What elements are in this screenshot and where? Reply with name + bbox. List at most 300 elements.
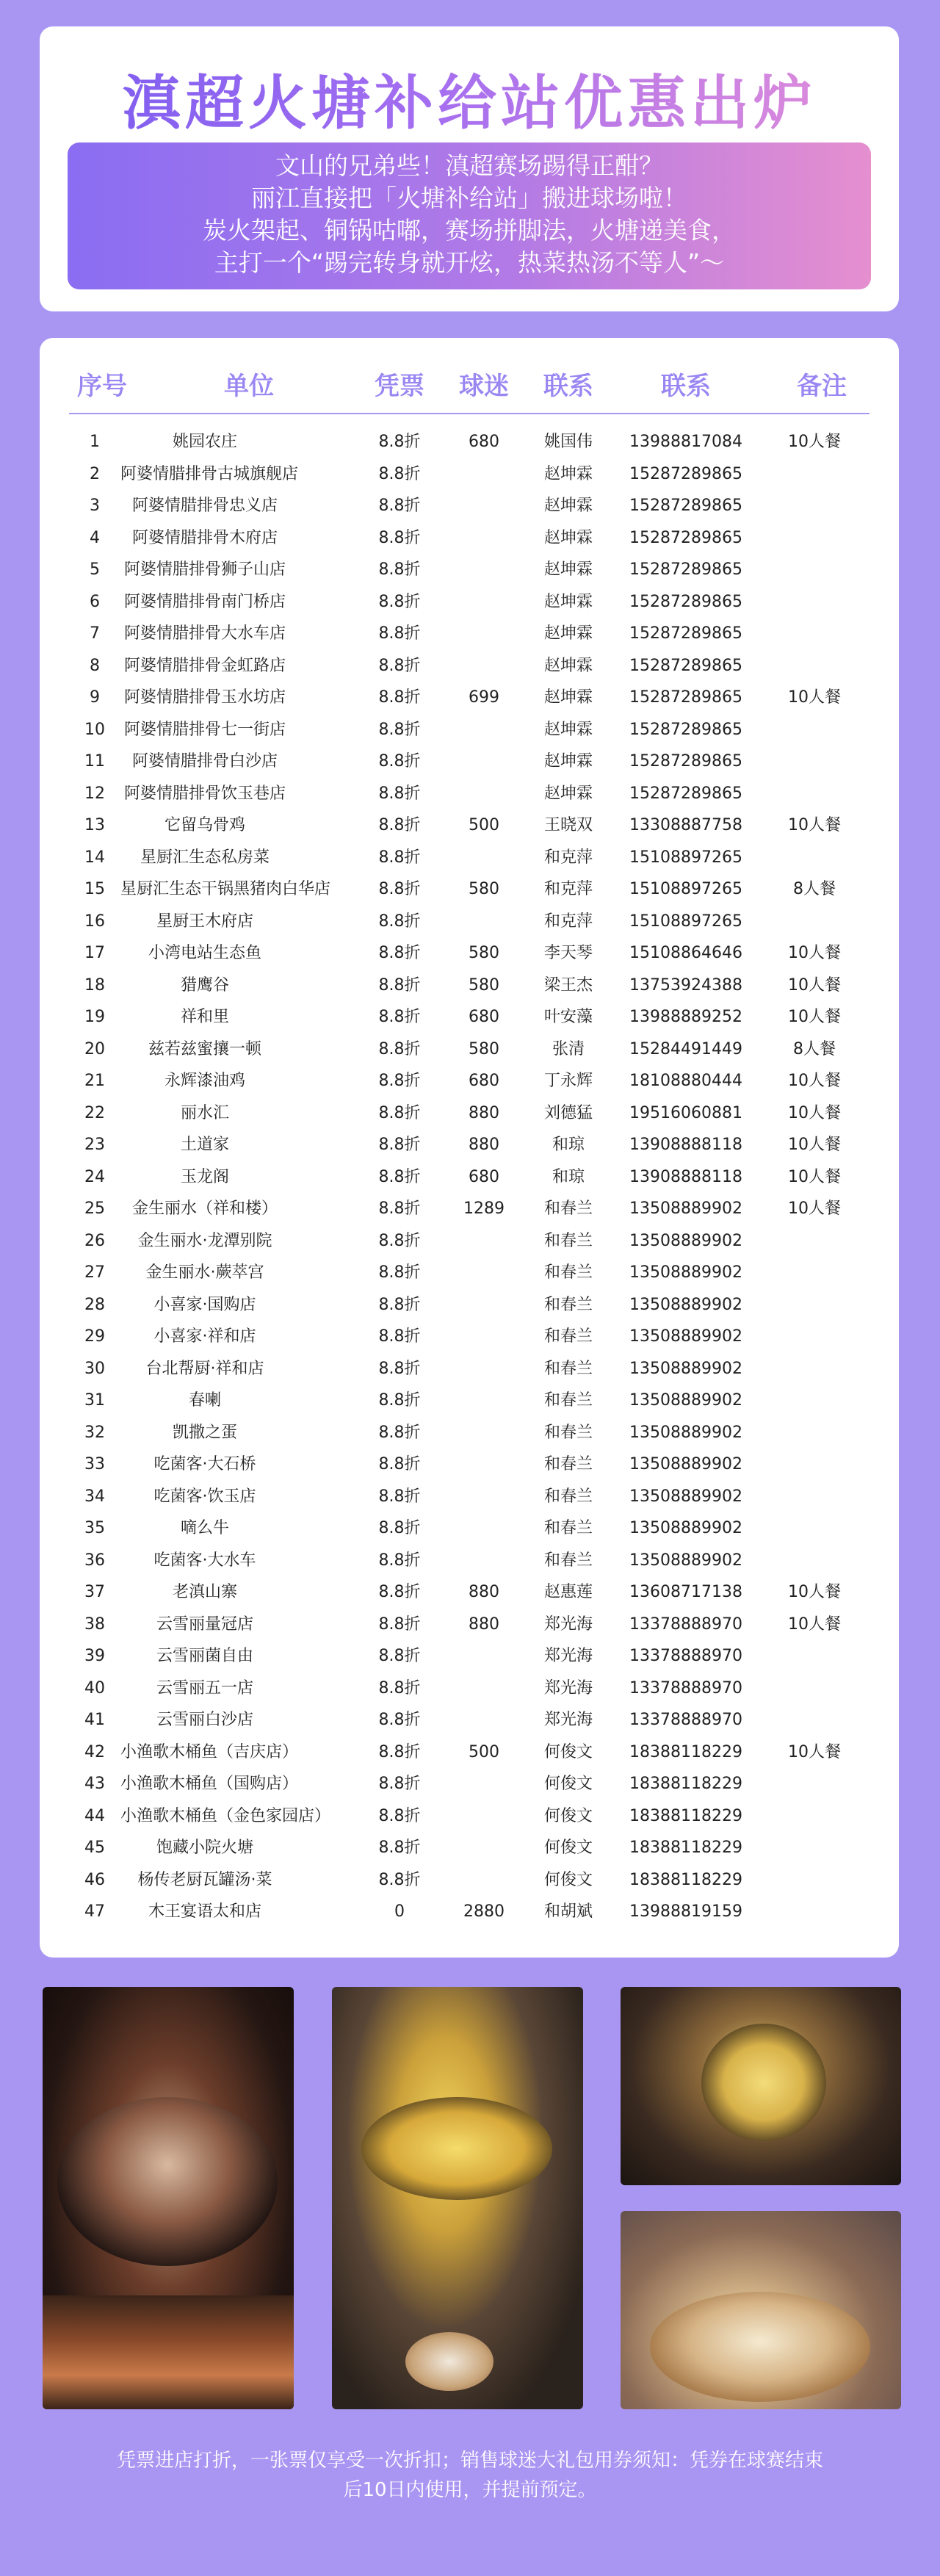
row-ticket: 8.8折 (378, 1519, 421, 1537)
row-contact-phone: 13378888970 (629, 1711, 742, 1729)
row-index: 47 (84, 1902, 105, 1921)
row-contact-name: 何俊文 (543, 1742, 593, 1761)
row-fan (444, 1257, 524, 1289)
row-contact-phone: 15287289865 (629, 592, 742, 611)
table-row (69, 1768, 870, 1800)
table-row (69, 1193, 870, 1225)
row-fan: 2880 (463, 1902, 505, 1921)
row-unit: 云雪丽白沙店 (156, 1711, 253, 1729)
row-contact-phone: 15287289865 (629, 688, 742, 707)
row-index: 37 (84, 1583, 105, 1601)
row-contact-name: 赵坤霖 (543, 560, 593, 579)
row-note (759, 490, 870, 522)
row-note (759, 1321, 870, 1353)
row-fan (444, 1512, 524, 1545)
row-index: 3 (90, 497, 100, 515)
row-fan (444, 1800, 524, 1833)
table-row (69, 1800, 870, 1833)
row-contact-name: 和春兰 (543, 1199, 593, 1218)
row-contact-phone: 18388118229 (629, 1775, 742, 1793)
row-contact-phone: 13508889902 (629, 1519, 742, 1537)
table-row (69, 650, 870, 682)
row-unit: 阿婆情腊排骨饮玉巷店 (123, 784, 286, 803)
table-row (69, 682, 870, 714)
table-row (69, 1289, 870, 1321)
row-note (759, 1768, 870, 1800)
row-note (759, 1896, 870, 1928)
row-note: 8人餐 (793, 880, 836, 898)
row-index: 21 (84, 1072, 105, 1090)
row-fan (444, 650, 524, 682)
table-row (69, 618, 870, 650)
row-fan (444, 618, 524, 650)
row-ticket: 8.8折 (378, 1327, 421, 1346)
row-contact-name: 和春兰 (543, 1327, 593, 1346)
row-ticket: 8.8折 (378, 752, 421, 771)
row-contact-name: 和春兰 (543, 1359, 593, 1378)
table-row (69, 1129, 870, 1161)
row-contact-phone: 13378888970 (629, 1678, 742, 1698)
row-contact-phone: 13508889902 (629, 1487, 742, 1506)
row-note (759, 1448, 870, 1481)
row-unit: 玉龙阁 (180, 1167, 229, 1186)
row-fan (444, 1864, 524, 1897)
row-note (759, 1704, 870, 1736)
table-row (69, 426, 870, 458)
row-index: 9 (90, 688, 100, 707)
row-note (759, 1353, 870, 1385)
row-fan (444, 1448, 524, 1481)
row-index: 34 (84, 1487, 105, 1506)
row-ticket: 8.8折 (378, 816, 421, 834)
intro-banner (68, 142, 871, 289)
row-index: 30 (84, 1359, 105, 1378)
row-note: 10人餐 (788, 688, 841, 707)
header-index: 序号 (77, 372, 127, 401)
row-ticket: 8.8折 (378, 624, 421, 643)
row-unit: 杨传老厨瓦罐汤·菜 (137, 1870, 272, 1889)
clay-pot-shape (57, 2097, 278, 2266)
table-row (69, 1417, 870, 1449)
sauce-bowl-shape (405, 2332, 494, 2391)
row-fan (444, 490, 524, 522)
row-ticket: 8.8折 (378, 1678, 421, 1698)
row-unit: 金生丽水（祥和楼） (131, 1199, 278, 1218)
row-contact-phone: 19516060881 (629, 1103, 742, 1122)
row-index: 38 (84, 1614, 105, 1634)
row-contact-phone: 15287289865 (629, 784, 742, 803)
row-ticket: 8.8折 (378, 880, 421, 898)
row-ticket: 0 (394, 1902, 405, 1921)
row-unit: 阿婆情腊排骨白沙店 (131, 752, 278, 771)
row-ticket: 8.8折 (378, 1167, 421, 1186)
row-index: 13 (84, 816, 105, 834)
row-index: 24 (84, 1167, 105, 1186)
row-note (759, 746, 870, 778)
row-fan (444, 554, 524, 586)
row-contact-name: 和琼 (552, 1136, 585, 1154)
row-contact-name: 和春兰 (543, 1487, 593, 1506)
row-contact-name: 和春兰 (543, 1423, 593, 1442)
intro-line: 主打一个“踢完转身就开炫，热菜热汤不等人”～ (214, 248, 725, 277)
row-contact-phone: 15287289865 (629, 497, 742, 515)
row-unit: 木王宴语太和店 (148, 1902, 261, 1921)
row-ticket: 8.8折 (378, 784, 421, 803)
row-contact-name: 郑光海 (543, 1647, 593, 1665)
row-ticket: 8.8折 (378, 1647, 421, 1665)
row-fan: 580 (469, 975, 499, 995)
row-note (759, 586, 870, 618)
row-unit: 老滇山寨 (172, 1583, 237, 1601)
row-unit: 星厨王木府店 (156, 912, 253, 931)
table-row (69, 1481, 870, 1513)
row-index: 18 (84, 975, 105, 995)
table-row (69, 1673, 870, 1705)
row-unit: 阿婆情腊排骨七一街店 (123, 720, 286, 739)
row-fan (444, 778, 524, 810)
table-row (69, 458, 870, 491)
row-ticket: 8.8折 (378, 528, 421, 547)
row-ticket: 8.8折 (378, 1614, 421, 1634)
row-ticket: 8.8折 (378, 1136, 421, 1154)
table-row (69, 1640, 870, 1673)
row-index: 26 (84, 1231, 105, 1250)
table-row (69, 1448, 870, 1481)
row-note (759, 1864, 870, 1897)
row-contact-name: 赵坤霖 (543, 784, 593, 803)
table-row (69, 1832, 870, 1864)
row-index: 46 (84, 1870, 105, 1889)
row-unit: 小喜家·国购店 (153, 1295, 256, 1314)
row-contact-name: 郑光海 (543, 1711, 593, 1729)
table-row (69, 554, 870, 586)
row-note: 10人餐 (788, 816, 841, 834)
row-unit: 饱藏小院火塘 (156, 1839, 253, 1857)
row-contact-name: 赵坤霖 (543, 688, 593, 707)
row-unit: 吃菌客·大石桥 (153, 1455, 256, 1473)
discount-table (40, 338, 899, 1958)
row-unit: 台北帮厨·祥和店 (145, 1359, 264, 1378)
table-row (69, 1736, 870, 1769)
row-contact-name: 赵坤霖 (543, 592, 593, 611)
row-note (759, 842, 870, 874)
row-contact-phone: 13508889902 (629, 1455, 742, 1473)
header-ticket: 凭票 (375, 372, 424, 401)
row-fan: 680 (469, 1008, 499, 1026)
row-fan: 880 (469, 1136, 499, 1154)
row-ticket: 8.8折 (378, 1072, 421, 1090)
intro-line: 文山的兄弟些！滇超赛场踢得正酣？ (275, 151, 663, 180)
row-index: 17 (84, 944, 105, 962)
row-fan: 580 (469, 880, 499, 898)
table-row (69, 1097, 870, 1130)
hotpot-photo-spread (621, 1987, 901, 2185)
row-index: 36 (84, 1551, 105, 1570)
row-fan (444, 1321, 524, 1353)
row-contact-phone: 15108897265 (629, 912, 742, 931)
row-contact-phone: 15108897265 (629, 848, 742, 867)
row-unit: 小喜家·祥和店 (153, 1327, 256, 1346)
table-row (69, 1609, 870, 1641)
row-ticket: 8.8折 (378, 1231, 421, 1250)
table-row (69, 937, 870, 970)
table-row (69, 1353, 870, 1385)
row-unit: 云雪丽菌自由 (156, 1647, 253, 1665)
row-fan (444, 1640, 524, 1673)
row-unit: 嘀么牛 (180, 1519, 229, 1537)
row-note (759, 554, 870, 586)
row-note (759, 1800, 870, 1833)
row-note (759, 906, 870, 938)
table-row (69, 1576, 870, 1609)
table-row (69, 1001, 870, 1033)
row-contact-phone: 13308887758 (629, 816, 742, 834)
row-contact-phone: 18108880444 (629, 1072, 742, 1090)
row-ticket: 8.8折 (378, 1487, 421, 1506)
row-note (759, 714, 870, 746)
row-ticket: 8.8折 (378, 560, 421, 579)
row-unit: 吃菌客·饮玉店 (153, 1487, 256, 1506)
row-index: 20 (84, 1039, 105, 1058)
row-contact-phone: 13988889252 (629, 1008, 742, 1026)
row-contact-name: 赵坤霖 (543, 624, 593, 643)
row-contact-phone: 15287289865 (629, 560, 742, 579)
row-contact-name: 和春兰 (543, 1519, 593, 1537)
row-fan (444, 1768, 524, 1800)
row-ticket: 8.8折 (378, 1711, 421, 1729)
row-ticket: 8.8折 (378, 656, 421, 675)
row-index: 19 (84, 1008, 105, 1026)
row-contact-phone: 15108897265 (629, 880, 742, 898)
intro-line: 炭火架起、铜锅咕嘟，赛场拼脚法，火塘递美食， (203, 216, 736, 245)
row-contact-phone: 15287289865 (629, 528, 742, 547)
row-contact-name: 赵坤霖 (543, 720, 593, 739)
center-pot-shape (701, 2024, 826, 2141)
row-fan: 880 (469, 1103, 499, 1122)
row-unit: 小渔歌木桶鱼（金色家园店） (120, 1806, 331, 1825)
row-fan (444, 906, 524, 938)
row-fan (444, 1385, 524, 1417)
row-contact-phone: 13908888118 (629, 1136, 742, 1154)
row-index: 45 (84, 1839, 105, 1857)
row-note (759, 1225, 870, 1258)
table-row (69, 1065, 870, 1097)
row-index: 5 (90, 560, 100, 579)
row-ticket: 8.8折 (378, 1359, 421, 1378)
row-note: 10人餐 (788, 1199, 841, 1218)
row-contact-name: 赵坤霖 (543, 656, 593, 675)
table-row (69, 778, 870, 810)
row-ticket: 8.8折 (378, 1423, 421, 1442)
row-ticket: 8.8折 (378, 433, 421, 451)
hotpot-photo-copper-pot (621, 2211, 901, 2409)
row-index: 11 (84, 752, 105, 771)
row-unit: 小渔歌木桶鱼（吉庆店） (120, 1742, 299, 1761)
row-index: 31 (84, 1391, 105, 1410)
row-index: 29 (84, 1327, 105, 1346)
row-contact-name: 姚国伟 (543, 433, 593, 451)
row-contact-name: 赵坤霖 (543, 464, 593, 483)
row-contact-name: 和春兰 (543, 1295, 593, 1314)
row-contact-phone: 13378888970 (629, 1614, 742, 1634)
row-note: 10人餐 (788, 1742, 841, 1761)
row-contact-name: 赵惠莲 (543, 1583, 593, 1601)
row-contact-phone: 15284491449 (629, 1039, 742, 1058)
row-note (759, 1640, 870, 1673)
row-ticket: 8.8折 (378, 1008, 421, 1026)
row-fan (444, 1289, 524, 1321)
row-fan: 580 (469, 1039, 499, 1058)
row-note: 10人餐 (788, 1103, 841, 1122)
row-note (759, 1417, 870, 1449)
header-unit: 单位 (224, 372, 274, 401)
header-note: 备注 (797, 372, 847, 401)
row-contact-phone: 13508889902 (629, 1551, 742, 1570)
footer-line: 后10日内使用，并提前预定。 (343, 2479, 597, 2501)
row-contact-phone: 13908888118 (629, 1167, 742, 1186)
row-note (759, 1512, 870, 1545)
row-ticket: 8.8折 (378, 1839, 421, 1857)
row-fan: 880 (469, 1614, 499, 1634)
row-contact-name: 何俊文 (543, 1775, 593, 1793)
table-header (69, 360, 870, 414)
row-ticket: 8.8折 (378, 912, 421, 931)
row-fan: 880 (469, 1583, 499, 1601)
row-index: 42 (84, 1742, 105, 1761)
row-note (759, 650, 870, 682)
row-contact-phone: 13508889902 (629, 1423, 742, 1442)
row-fan (444, 1225, 524, 1258)
row-index: 10 (84, 720, 105, 739)
table-row (69, 1225, 870, 1258)
table-row (69, 522, 870, 555)
row-contact-phone: 18388118229 (629, 1806, 742, 1825)
row-index: 22 (84, 1103, 105, 1122)
row-contact-phone: 13608717138 (629, 1583, 742, 1601)
row-contact-name: 和琼 (552, 1167, 585, 1186)
row-unit: 小湾电站生态鱼 (148, 944, 261, 962)
header-contact-name: 联系 (543, 372, 593, 401)
row-note: 10人餐 (788, 975, 841, 995)
row-unit: 兹若兹蜜攘一顿 (148, 1039, 261, 1058)
row-ticket: 8.8折 (378, 497, 421, 515)
table-row (69, 1864, 870, 1897)
row-unit: 阿婆情腊排骨金虹路店 (123, 656, 286, 675)
row-contact-name: 何俊文 (543, 1870, 593, 1889)
row-ticket: 8.8折 (378, 1870, 421, 1889)
row-note (759, 1481, 870, 1513)
table-row (69, 1321, 870, 1353)
row-fan: 680 (469, 1167, 499, 1186)
row-contact-name: 和春兰 (543, 1263, 593, 1282)
row-unit: 永辉漆油鸡 (164, 1072, 245, 1090)
row-index: 23 (84, 1136, 105, 1154)
row-note: 10人餐 (788, 1583, 841, 1601)
row-index: 16 (84, 912, 105, 931)
row-contact-phone: 15287289865 (629, 624, 742, 643)
row-ticket: 8.8折 (378, 1806, 421, 1825)
row-ticket: 8.8折 (378, 1455, 421, 1473)
row-contact-phone: 15287289865 (629, 752, 742, 771)
row-ticket: 8.8折 (378, 1039, 421, 1058)
row-contact-phone: 13508889902 (629, 1263, 742, 1282)
row-unit: 吃菌客·大水车 (153, 1551, 256, 1570)
row-note: 10人餐 (788, 944, 841, 962)
row-note (759, 1257, 870, 1289)
row-unit: 阿婆情腊排骨玉水坊店 (123, 688, 286, 707)
row-note (759, 1545, 870, 1577)
row-contact-name: 郑光海 (543, 1678, 593, 1698)
row-index: 39 (84, 1647, 105, 1665)
table-row (69, 1385, 870, 1417)
hotpot-photo-clay-pot (43, 1987, 294, 2409)
row-fan (444, 586, 524, 618)
table-row (69, 586, 870, 618)
row-note: 10人餐 (788, 433, 841, 451)
table-row (69, 1704, 870, 1736)
table-row (69, 1512, 870, 1545)
row-ticket: 8.8折 (378, 1775, 421, 1793)
row-index: 25 (84, 1199, 105, 1218)
row-contact-phone: 13508889902 (629, 1295, 742, 1314)
row-note (759, 1385, 870, 1417)
row-contact-name: 赵坤霖 (543, 528, 593, 547)
row-fan: 500 (469, 816, 499, 834)
row-contact-phone: 13378888970 (629, 1647, 742, 1665)
row-fan (444, 714, 524, 746)
table-row (69, 714, 870, 746)
row-contact-name: 丁永辉 (543, 1072, 593, 1090)
row-contact-phone: 15287289865 (629, 464, 742, 483)
row-note: 8人餐 (793, 1039, 836, 1058)
table-row (69, 490, 870, 522)
row-fan (444, 458, 524, 491)
row-ticket: 8.8折 (378, 688, 421, 707)
row-unit: 阿婆情腊排骨大水车店 (123, 624, 286, 643)
row-index: 12 (84, 784, 105, 803)
row-contact-name: 和春兰 (543, 1551, 593, 1570)
row-index: 28 (84, 1295, 105, 1314)
row-contact-name: 张清 (552, 1039, 585, 1058)
row-index: 32 (84, 1423, 105, 1442)
row-index: 35 (84, 1519, 105, 1537)
table-row (69, 1545, 870, 1577)
row-contact-name: 李天琴 (543, 944, 593, 962)
row-index: 4 (90, 528, 100, 547)
row-contact-phone: 13508889902 (629, 1231, 742, 1250)
footer-line: 凭票进店打折，一张票仅享受一次折扣；销售球迷大礼包用券须知：凭券在球赛结束 (116, 2450, 823, 2472)
row-ticket: 8.8折 (378, 1103, 421, 1122)
row-fan: 1289 (463, 1199, 505, 1218)
row-index: 43 (84, 1775, 105, 1793)
row-fan: 500 (469, 1742, 499, 1761)
table-row (69, 842, 870, 874)
row-index: 40 (84, 1678, 105, 1698)
row-note: 10人餐 (788, 1072, 841, 1090)
row-contact-name: 和克萍 (543, 848, 593, 867)
row-contact-name: 和春兰 (543, 1231, 593, 1250)
row-note (759, 1832, 870, 1864)
row-note: 10人餐 (788, 1136, 841, 1154)
page-title: 滇超火塘补给站优惠出炉 (40, 56, 899, 140)
row-contact-phone: 13508889902 (629, 1391, 742, 1410)
row-unit: 阿婆情腊排骨狮子山店 (123, 560, 286, 579)
row-unit: 猎鹰谷 (180, 975, 229, 995)
row-unit: 姚园农庄 (172, 433, 237, 451)
row-fan: 680 (469, 1072, 499, 1090)
row-contact-name: 何俊文 (543, 1839, 593, 1857)
table-row (69, 746, 870, 778)
